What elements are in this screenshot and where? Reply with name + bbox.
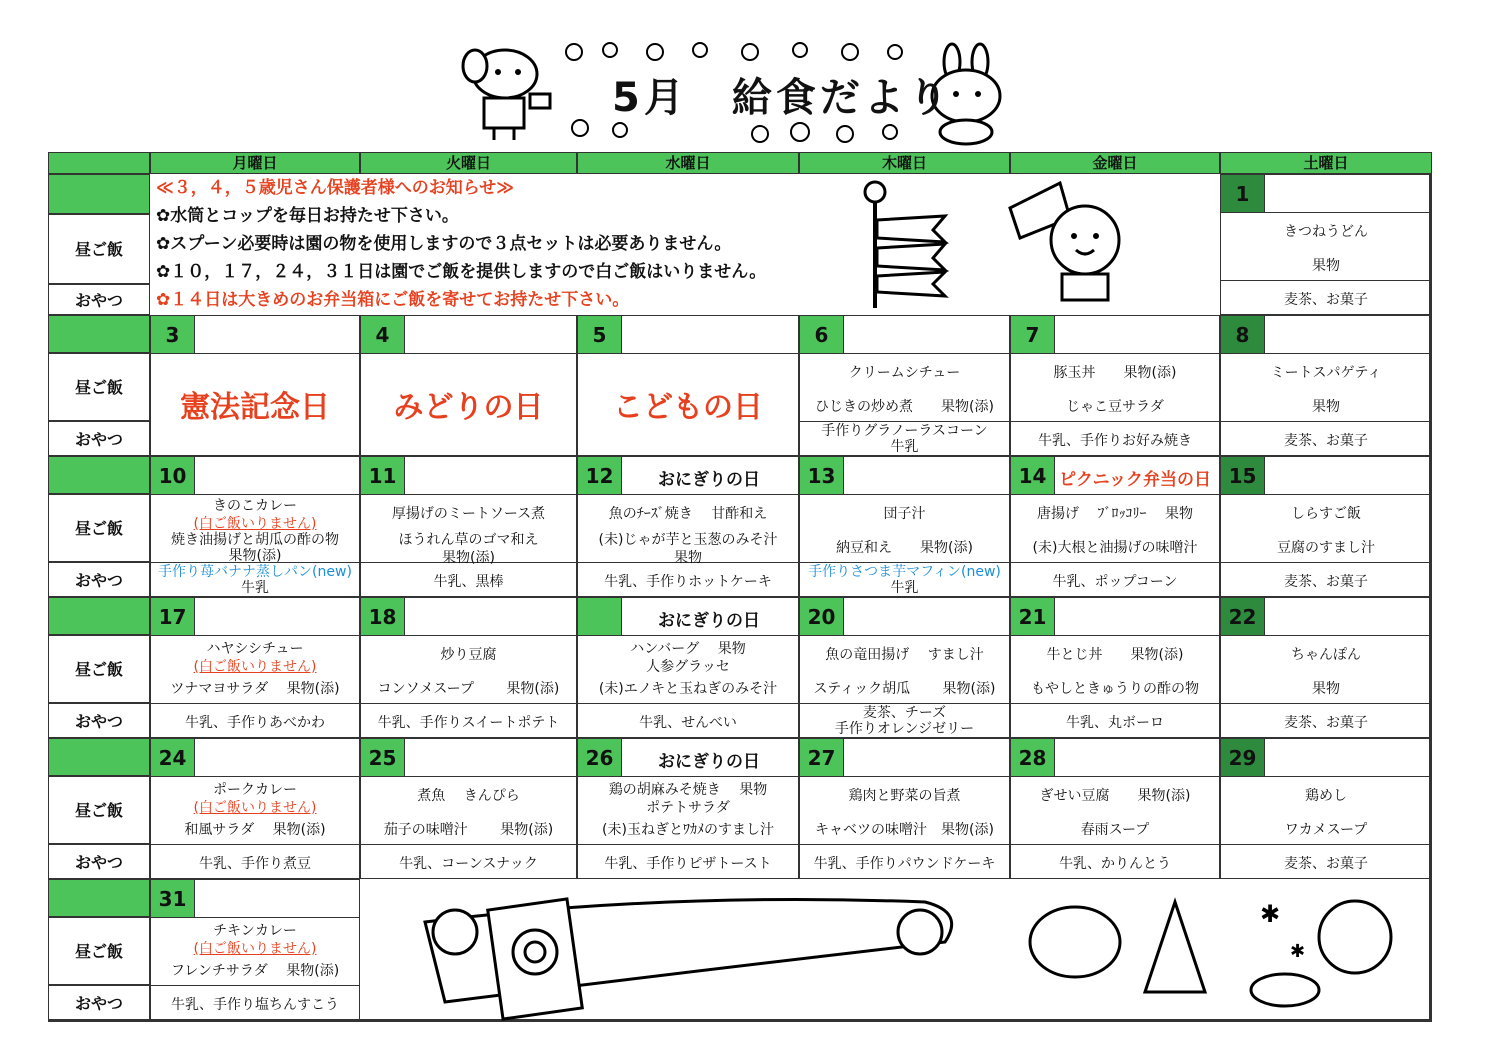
menu-item: キャベツの味噌汁 果物(添) [815, 822, 994, 838]
snack-item: 牛乳、手作り煮豆 [199, 856, 311, 872]
menu-item: ほうれん草のゴマ和え [398, 532, 539, 548]
snack-row-label: おやつ [48, 562, 150, 597]
menu-item: もやしときゅうりの酢の物 [1031, 681, 1199, 697]
day-cell-d11 [360, 456, 577, 597]
day-number: 1 [1221, 175, 1265, 213]
menu-item: ちゃんぽん [1291, 647, 1361, 663]
row-label-strip [48, 879, 150, 917]
day-cell-d14 [1010, 456, 1220, 597]
menu-item: 春雨スープ [1080, 822, 1150, 838]
event-label: ピクニック弁当の日 [1059, 470, 1211, 490]
menu-item: 牛とじ丼 果物(添) [1046, 647, 1184, 663]
snack-item: 牛乳、かりんとう [1059, 856, 1171, 872]
row-label-strip [48, 174, 150, 214]
lunch-area [361, 354, 576, 457]
day-strip [800, 457, 1009, 495]
day-number: 14 [1011, 457, 1055, 495]
lunch-area [800, 636, 1009, 704]
menu-item: 鶏めし [1305, 788, 1347, 804]
notice-line: ✿１４日は大きめのお弁当箱にご飯を寄せてお持たせ下さい。 [156, 290, 630, 310]
snack-area [1011, 563, 1219, 598]
day-number: 20 [800, 598, 844, 636]
snack-item: 牛乳、手作り塩ちんすこう [171, 997, 339, 1013]
day-number: 12 [578, 457, 622, 495]
day-cell-d31 [150, 879, 360, 1020]
menu-item: 魚の竜田揚げ すまし汁 [825, 647, 984, 663]
day-cell-d10 [150, 456, 360, 597]
snack-item: 麦茶、お菓子 [1284, 856, 1368, 872]
menu-item: 煮魚 きんぴら [417, 788, 520, 804]
menu-item: 焼き油揚げと胡瓜の酢の物 [171, 532, 339, 548]
menu-item: 鶏の胡麻みそ焼き 果物 [608, 782, 768, 798]
menu-item: クリームシチュー [848, 365, 961, 381]
lunch-area [1221, 636, 1431, 704]
menu-item: (未)玉ねぎとﾜｶﾒのすまし汁 [602, 822, 774, 838]
menu-item: (白ご飯いりません) [193, 516, 317, 532]
menu-item: 和風サラダ 果物(添) [184, 822, 326, 838]
day-cell-d26 [577, 738, 799, 879]
menu-item: 団子汁 [883, 506, 926, 522]
weekday-header-wed: 水曜日 [577, 152, 799, 174]
menu-item: じゃこ豆サラダ [1066, 399, 1164, 415]
puppy-illustration-icon [460, 44, 570, 144]
menu-item: 果物(添) [442, 550, 495, 566]
day-number: 31 [151, 880, 195, 918]
menu-item: ひじきの炒め煮 果物(添) [815, 399, 994, 415]
day-strip [151, 880, 359, 918]
day-number: 27 [800, 739, 844, 777]
event-label: おにぎりの日 [658, 752, 760, 772]
day-strip [578, 739, 798, 777]
snack-item: 牛乳 [890, 439, 919, 455]
menu-item: ツナマヨサラダ 果物(添) [170, 681, 340, 697]
snack-area [1221, 422, 1431, 457]
day-cell-d25 [360, 738, 577, 879]
lunch-area [1221, 213, 1431, 281]
day-strip [1011, 457, 1219, 495]
menu-item: きのこカレー [213, 498, 297, 514]
day-number-blank [578, 598, 622, 636]
snack-area [1011, 422, 1219, 457]
day-strip [361, 739, 576, 777]
day-number: 22 [1221, 598, 1265, 636]
lunch-row-label: 昼ご飯 [48, 494, 150, 562]
lunch-area [151, 495, 359, 563]
lunch-area [151, 354, 359, 457]
day-cell-d22 [1220, 597, 1432, 738]
snack-item: 牛乳、手作りお好み焼き [1038, 433, 1192, 449]
menu-item: ハヤシシチュー [206, 641, 304, 657]
snack-item: 牛乳、手作りあべかわ [185, 715, 325, 731]
lunch-area [1011, 777, 1219, 845]
day-number: 4 [361, 316, 405, 354]
lunch-row-label: 昼ご飯 [48, 353, 150, 421]
lunch-row-label: 昼ご飯 [48, 214, 150, 284]
snack-area [1221, 281, 1431, 316]
day-number: 11 [361, 457, 405, 495]
day-strip [800, 598, 1009, 636]
day-number: 24 [151, 739, 195, 777]
snack-item: 手作り苺バナナ蒸しパン(new) [158, 564, 352, 580]
day-number: 25 [361, 739, 405, 777]
day-strip [578, 457, 798, 495]
snack-item: 牛乳、手作りピザトースト [604, 856, 772, 872]
lunch-area [1221, 495, 1431, 563]
day-cell-d17 [150, 597, 360, 738]
snack-area [151, 845, 359, 880]
day-strip [151, 457, 359, 495]
menu-item: ワカメスープ [1284, 822, 1368, 838]
snack-area [800, 704, 1009, 739]
day-cell-d12 [577, 456, 799, 597]
row-label-strip [48, 456, 150, 494]
day-cell-d3 [150, 315, 360, 456]
snack-item: 牛乳、せんべい [639, 715, 737, 731]
lunch-area [1011, 636, 1219, 704]
snack-area [800, 422, 1009, 457]
day-cell-d28 [1010, 738, 1220, 879]
menu-item: スティック胡瓜 果物(添) [813, 681, 996, 697]
snack-area [1221, 845, 1431, 880]
snack-item: 牛乳、ポップコーン [1052, 574, 1178, 590]
day-strip [1011, 598, 1219, 636]
day-cell-d7 [1010, 315, 1220, 456]
lunch-area [800, 777, 1009, 845]
snack-area [151, 986, 359, 1021]
day-strip [800, 739, 1009, 777]
day-strip [361, 316, 576, 354]
day-strip [578, 598, 798, 636]
day-number: 17 [151, 598, 195, 636]
menu-item: 果物 [1312, 681, 1340, 697]
lunch-area [800, 495, 1009, 563]
event-label: おにぎりの日 [658, 611, 760, 631]
menu-item: しらすご飯 [1291, 506, 1361, 522]
snack-row-label: おやつ [48, 284, 150, 315]
snack-item: 麦茶、チーズ [862, 705, 947, 721]
menu-item: フレンチサラダ 果物(添) [170, 963, 340, 979]
day-cell-d24 [150, 738, 360, 879]
lunch-row-label: 昼ご飯 [48, 776, 150, 844]
day-number: 6 [800, 316, 844, 354]
day-number: 21 [1011, 598, 1055, 636]
menu-item: 厚揚げのミートソース煮 [391, 506, 546, 522]
snack-item: 牛乳 [890, 580, 919, 596]
notice-line: ✿スプーン必要時は園の物を使用しますので３点セットは必要ありません。 [156, 234, 732, 254]
menu-item: 唐揚げ ﾌﾞﾛｯｺﾘｰ 果物 [1037, 506, 1193, 522]
menu-item: ポークカレー [213, 782, 297, 798]
menu-item: 果物 [1312, 258, 1340, 274]
menu-item: (白ご飯いりません) [193, 941, 317, 957]
menu-item: (白ご飯いりません) [193, 659, 317, 675]
notice-line: ✿１０，１７，２４，３１日は園でご飯を提供しますので白ご飯はいりません。 [156, 262, 767, 282]
menu-item: ミートスパゲティ [1270, 365, 1382, 381]
row-label-strip [48, 738, 150, 776]
menu-item: 納豆和え 果物(添) [836, 540, 973, 556]
menu-item: ポテトサラダ [646, 800, 730, 816]
page-title: 5月 給食だより [612, 75, 952, 121]
snack-area [578, 704, 798, 739]
day-number: 13 [800, 457, 844, 495]
day-cell-d29 [1220, 738, 1432, 879]
menu-item: 果物(添) [228, 548, 282, 564]
menu-item: (未)じゃが芋と玉葱のみそ汁 [598, 532, 778, 548]
menu-item: ハンバーグ 果物 [630, 641, 746, 657]
snack-item: 麦茶、お菓子 [1284, 715, 1368, 731]
child-with-koinobori-illustration-icon [1000, 178, 1150, 308]
lunch-area [1221, 354, 1431, 422]
day-number: 26 [578, 739, 622, 777]
day-cell-d20 [799, 597, 1010, 738]
day-cell-d27 [799, 738, 1010, 879]
day-number: 3 [151, 316, 195, 354]
day-cell-d15 [1220, 456, 1432, 597]
lunch-row-label: 昼ご飯 [48, 635, 150, 703]
snack-area [1011, 704, 1219, 739]
snack-area [361, 704, 576, 739]
lunch-area [151, 636, 359, 704]
day-strip [361, 457, 576, 495]
menu-item: 豚玉丼 果物(添) [1053, 365, 1177, 381]
menu-item: チキンカレー [213, 923, 297, 939]
lunch-area [361, 777, 576, 845]
menu-item: 鶏肉と野菜の旨煮 [848, 788, 961, 804]
day-cell-d4 [360, 315, 577, 456]
day-number: 10 [151, 457, 195, 495]
menu-item: 果物 [674, 550, 702, 566]
day-strip [578, 316, 798, 354]
lunch-area [1011, 495, 1219, 563]
day-strip [1221, 457, 1431, 495]
lunch-area [151, 777, 359, 845]
snack-area [1221, 563, 1431, 598]
snack-area [800, 845, 1009, 880]
snack-area [361, 845, 576, 880]
day-cell-d19 [577, 597, 799, 738]
snack-item: 牛乳、丸ボーロ [1066, 715, 1164, 731]
menu-item: (未)エノキと玉ねぎのみそ汁 [598, 681, 778, 697]
lunch-area [1011, 354, 1219, 422]
snack-row-label: おやつ [48, 985, 150, 1020]
menu-item: 果物 [1312, 399, 1340, 415]
day-strip [800, 316, 1009, 354]
svg-text:✱: ✱ [1290, 941, 1306, 962]
menu-item: 豆腐のすまし汁 [1277, 540, 1375, 556]
day-cell-d18 [360, 597, 577, 738]
lunch-row-label: 昼ご飯 [48, 917, 150, 985]
weekday-header-blank [48, 152, 150, 174]
holiday-name: みどりの日 [393, 390, 544, 425]
koinobori-illustration-icon [845, 180, 965, 310]
snack-row-label: おやつ [48, 703, 150, 738]
day-number: 28 [1011, 739, 1055, 777]
menu-item: (未)大根と油揚げの味噌汁 [1032, 540, 1198, 556]
weekday-header-fri: 金曜日 [1010, 152, 1220, 174]
lunch-area [578, 777, 798, 845]
menu-item: 人参グラッセ [646, 659, 730, 675]
snack-area [800, 563, 1009, 598]
svg-text:✱: ✱ [1260, 900, 1281, 928]
day-cell-d13 [799, 456, 1010, 597]
weekday-header-tue: 火曜日 [360, 152, 577, 174]
snack-item: 牛乳 [241, 580, 269, 596]
snack-item: 麦茶、お菓子 [1284, 574, 1368, 590]
snack-area [1221, 704, 1431, 739]
holiday-name: こどもの日 [613, 390, 763, 425]
snack-area [361, 563, 576, 598]
snack-area [578, 845, 798, 880]
day-strip [151, 739, 359, 777]
day-number: 5 [578, 316, 622, 354]
row-label-strip [48, 315, 150, 353]
notice-heading: ≪３，４，５歳児さん保護者様へのお知らせ≫ [156, 178, 515, 198]
snack-item: 牛乳、コーンスナック [399, 856, 538, 872]
day-strip [1221, 175, 1431, 213]
snack-item: 手作りグラノーラスコーン [821, 423, 988, 439]
day-strip [1221, 316, 1431, 354]
day-strip [361, 598, 576, 636]
snack-item: 手作りオレンジゼリー [834, 721, 975, 737]
lunch-area [361, 495, 576, 566]
menu-item: コンソメスープ 果物(添) [377, 681, 560, 697]
day-number: 18 [361, 598, 405, 636]
day-strip [1011, 739, 1219, 777]
snack-area [1011, 845, 1219, 880]
menu-item: きつねうどん [1284, 224, 1368, 240]
day-strip [1221, 598, 1431, 636]
weekday-header-sat: 土曜日 [1220, 152, 1432, 174]
snack-item: 手作りさつま芋マフィン(new) [808, 564, 1001, 580]
day-strip [1011, 316, 1219, 354]
day-strip [1221, 739, 1431, 777]
menu-item: (白ご飯いりません) [193, 800, 317, 816]
lunch-area [151, 918, 359, 986]
snack-area [151, 563, 359, 598]
lunch-area [361, 636, 576, 704]
snack-item: 牛乳、黒棒 [433, 574, 504, 590]
day-number: 29 [1221, 739, 1265, 777]
day-number: 15 [1221, 457, 1265, 495]
day-cell-d1 [1220, 174, 1432, 315]
day-cell-d21 [1010, 597, 1220, 738]
day-strip [151, 316, 359, 354]
row-label-strip [48, 597, 150, 635]
snack-item: 牛乳、手作りパウンドケーキ [813, 856, 996, 872]
snack-area [151, 704, 359, 739]
bottom-illustration-icon [365, 882, 1425, 1022]
weekday-header-mon: 月曜日 [150, 152, 360, 174]
lunch-area [1221, 777, 1431, 845]
lunch-area [578, 636, 798, 704]
menu-item: ぎせい豆腐 果物(添) [1039, 788, 1191, 804]
menu-item: 炒り豆腐 [440, 647, 497, 663]
day-cell-d6 [799, 315, 1010, 456]
day-number: 8 [1221, 316, 1265, 354]
snack-row-label: おやつ [48, 844, 150, 879]
notice-line: ✿水筒とコップを毎日お持たせ下さい。 [156, 206, 459, 226]
holiday-name: 憲法記念日 [180, 390, 330, 425]
event-label: おにぎりの日 [658, 470, 760, 490]
parent-notice [156, 174, 766, 314]
lunch-area [578, 495, 798, 566]
lunch-area [578, 354, 798, 457]
day-strip [151, 598, 359, 636]
snack-area [578, 563, 798, 598]
day-cell-d5 [577, 315, 799, 456]
menu-item: 茄子の味噌汁 果物(添) [383, 822, 554, 838]
lunch-area [800, 354, 1009, 422]
day-cell-d8 [1220, 315, 1432, 456]
snack-item: 牛乳、手作りスイートポテト [377, 715, 560, 731]
weekday-header-thu: 木曜日 [799, 152, 1010, 174]
snack-item: 麦茶、お菓子 [1284, 433, 1368, 449]
snack-item: 牛乳、手作りホットケーキ [604, 574, 772, 590]
snack-row-label: おやつ [48, 421, 150, 456]
menu-item: 魚のﾁｰｽﾞ焼き 甘酢和え [608, 506, 768, 522]
snack-item: 麦茶、お菓子 [1284, 292, 1368, 308]
day-number: 7 [1011, 316, 1055, 354]
